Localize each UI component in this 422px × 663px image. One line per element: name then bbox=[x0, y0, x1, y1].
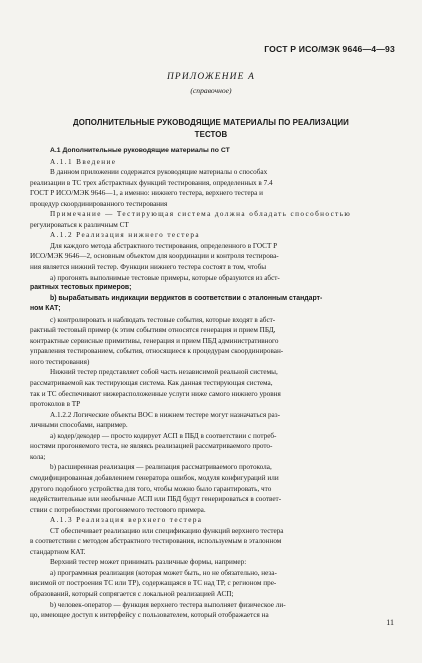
text-line: Нижний тестер представляет собой часть независимой реальной системы, bbox=[50, 368, 278, 377]
appendix-title: ПРИЛОЖЕНИЕ А bbox=[166, 72, 256, 82]
text-line: b) человек-оператор — функция верхнего тестера выполняет физическое ли- bbox=[50, 600, 286, 609]
text-line: Для каждого метода абстрактного тестирования, определенного в ГОСТ Р bbox=[50, 241, 278, 250]
text-line: Примечание — Тестирующая система должна обладать способностью bbox=[50, 210, 352, 219]
text-line: СТ обеспечивает реализацию или спецификацию функций верхнего тестера bbox=[50, 526, 284, 535]
text-line: управления тестированием, события, относящиеся к процедурам скоординирован- bbox=[30, 347, 284, 356]
text-line: рактных тестовых примеров; bbox=[30, 284, 132, 292]
text-line: ГОСТ Р ИСО/МЭК 9646—1, а именно: нижнего тестера, верхнего тестера и bbox=[30, 189, 263, 198]
appendix-subtitle: (справочное) bbox=[190, 86, 232, 95]
text-line: процедур скоординированного тестирования bbox=[30, 199, 168, 208]
text-line: цо, имеющее доступ к интерфейсу с пользователем, который отображается на bbox=[30, 611, 269, 620]
section-title-line: ДОПОЛНИТЕЛЬНЫЕ РУКОВОДЯЩИЕ МАТЕРИАЛЫ ПО РЕАЛИЗАЦИИ bbox=[73, 118, 349, 127]
text-line: Верхний тестер может принимать различные формы, например: bbox=[50, 558, 247, 567]
text-line: ния является нижний тестер. Функции нижнего тестера состоят в том, чтобы bbox=[30, 263, 267, 272]
text-line: а) прогонять выполнимые тестовые примеры, которые образуются из абст- bbox=[50, 273, 280, 282]
text-line: образований, который сопрягается с локальной реализацией АСП; bbox=[30, 589, 234, 598]
body-text bbox=[30, 146, 392, 621]
text-line: A.1.3 Реализация верхнего тестера bbox=[50, 516, 203, 525]
text-line: реализации в ТС трех абстрактных функций тестирования, определенных в 7.4 bbox=[30, 178, 273, 187]
text-line: стандартном КАТ. bbox=[30, 547, 86, 556]
text-line: другого подобного устройства для того, чтобы можно было гарантировать, что bbox=[30, 484, 272, 493]
text-line: ностями прогоняемого теста, не являясь реализацией рассматриваемого прото- bbox=[30, 442, 273, 451]
text-line: A.1.1 Введение bbox=[50, 157, 117, 166]
text-line: личными способами, например. bbox=[30, 421, 128, 430]
text-line: A.1.2 Реализация нижнего тестера bbox=[50, 231, 200, 240]
text-line: ном КАТ; bbox=[30, 305, 61, 313]
text-line: протоколов в ТР bbox=[30, 400, 81, 409]
text-line: кола; bbox=[30, 452, 46, 461]
text-line: b) вырабатывать индикации вердиктов в соответствии с эталонным стандарт- bbox=[50, 294, 323, 302]
text-line: A.1.2.2 Логические объекты ВОС в нижнем тестере могут назначаться раз- bbox=[50, 410, 280, 419]
text-line: b) расширенная реализация — реализация рассматриваемого протокола, bbox=[50, 463, 272, 472]
text-line: ного тестирования) bbox=[30, 357, 90, 366]
section-title-line: ТЕСТОВ bbox=[194, 130, 228, 139]
text-line: висимой от построения ТС или ТР), содержащаяся в ТС над ТР, с регионом пре- bbox=[30, 579, 277, 588]
text-line: ствии с потребностями прогоняемого тестового примера. bbox=[30, 505, 206, 514]
text-line: а) кодер/декодер — просто кодирует АСП в ПБД в соответствии с потреб- bbox=[50, 431, 277, 440]
text-line: а) программная реализация (которая может быть, но не обязательно, неза- bbox=[50, 568, 277, 577]
text-line: смодифицированная добавлением генератора ошибок, модуля конфигураций или bbox=[30, 473, 279, 482]
text-line: рактный тестовый пример (к этим событиям относятся генерация и прием ПБД, bbox=[30, 326, 276, 335]
text-line: A.1 Дополнительные руководящие материалы по СТ bbox=[50, 147, 230, 154]
page-number: 11 bbox=[386, 618, 394, 627]
text-line: рассматриваемой как тестирующая система. Как данная тестирующая система, bbox=[30, 379, 273, 388]
text-line: В данном приложении содержатся руководящие материалы о способах bbox=[50, 168, 268, 177]
text-line: с) контролировать и наблюдать тестовые события, которые входят в абст- bbox=[50, 315, 276, 324]
text-line: регулироваться к различным СТ bbox=[30, 220, 129, 229]
standard-header: ГОСТ Р ИСО/МЭК 9646—4—93 bbox=[264, 44, 395, 54]
text-line: контрактные сервисные примитивы, генерация и прием ПБД административного bbox=[30, 336, 279, 345]
text-line: ИСО/МЭК 9646—2, основным объектом для координации и контроля тестирова- bbox=[30, 252, 279, 261]
text-line: в соответствии с методом абстрактного тестирования, используемым в эталонном bbox=[30, 537, 282, 546]
section-title bbox=[0, 117, 422, 141]
text-line: так и ТС обеспечивают нижерасположенные услуги ниже самого нижнего уровня bbox=[30, 389, 281, 398]
text-line: недействительные или необычные АСП или ПБД будут генерироваться в соответ- bbox=[30, 495, 282, 504]
